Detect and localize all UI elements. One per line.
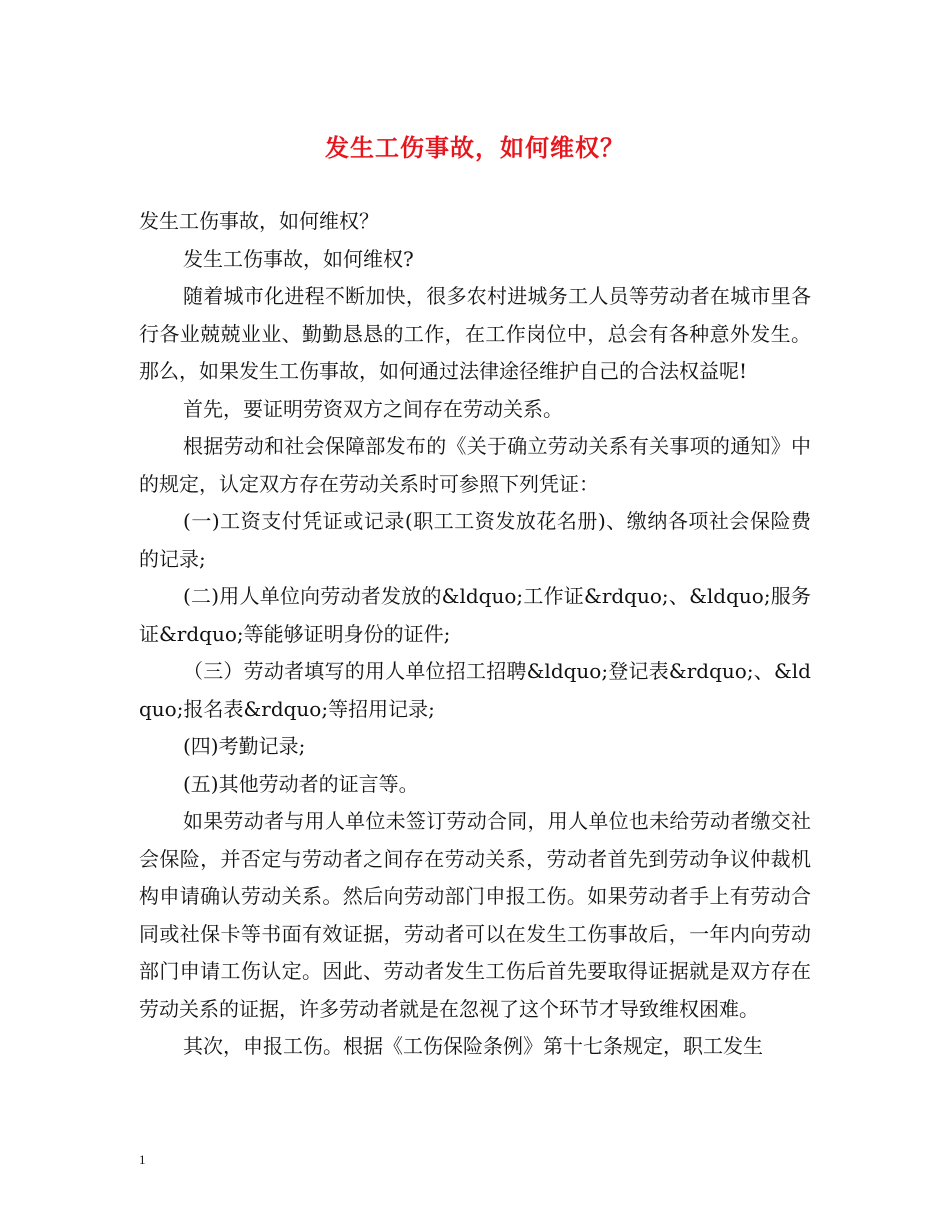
paragraph: 根据劳动和社会保障部发布的《关于确立劳动关系有关事项的通知》中的规定，认定双方存在劳动关系时可参照下列凭证：: [139, 434, 811, 496]
document-title: 发生工伤事故，如何维权？: [325, 134, 625, 162]
document-body: [139, 203, 811, 1066]
page-number: 1: [139, 1152, 146, 1167]
paragraph: 如果劳动者与用人单位未签订劳动合同，用人单位也未给劳动者缴交社会保险，并否定与劳动者之间存在劳动关系，劳动者首先到劳动争议仲裁机构申请确认劳动关系。然后向劳动部门申报工伤。如果劳动者手上有劳动合同或社保卡等书面有效证据，劳动者可以在发生工伤事故后，一年内向劳动部门申请工伤认定。因此、劳动者发生工伤后首先要取得证据就是双方存在劳动关系的证据，许多劳动者就是在忽视了这个环节才导致维权困难。: [139, 809, 811, 1021]
paragraph: 发生工伤事故，如何维权?: [183, 246, 414, 271]
paragraph: 其次，申报工伤。根据《工伤保险条例》第十七条规定，职工发生: [183, 1034, 763, 1058]
paragraph: 首先，要证明劳资双方之间存在劳动关系。: [183, 396, 563, 421]
list-item: (一)工资支付凭证或记录(职工工资发放花名册)、缴纳各项社会保险费的记录;: [139, 509, 811, 571]
paragraph-heading: 发生工伤事故，如何维权？: [139, 209, 379, 233]
list-item: （三）劳动者填写的用人单位招工招聘&ldquo;登记表&rdquo;、&ldquo;报名表&rdquo;等招用记录;: [139, 659, 811, 721]
list-item: (二)用人单位向劳动者发放的&ldquo;工作证&rdquo;、&ldquo;服务证&rdquo;等能够证明身份的证件;: [139, 584, 811, 646]
paragraph: 随着城市化进程不断加快，很多农村进城务工人员等劳动者在城市里各行各业兢兢业业、勤勤恳恳的工作，在工作岗位中，总会有各种意外发生。那么，如果发生工伤事故，如何通过法律途径维护自己的合法权益呢!: [139, 284, 811, 383]
list-item: (五)其他劳动者的证言等。: [183, 771, 419, 796]
list-item: (四)考勤记录;: [183, 734, 306, 758]
